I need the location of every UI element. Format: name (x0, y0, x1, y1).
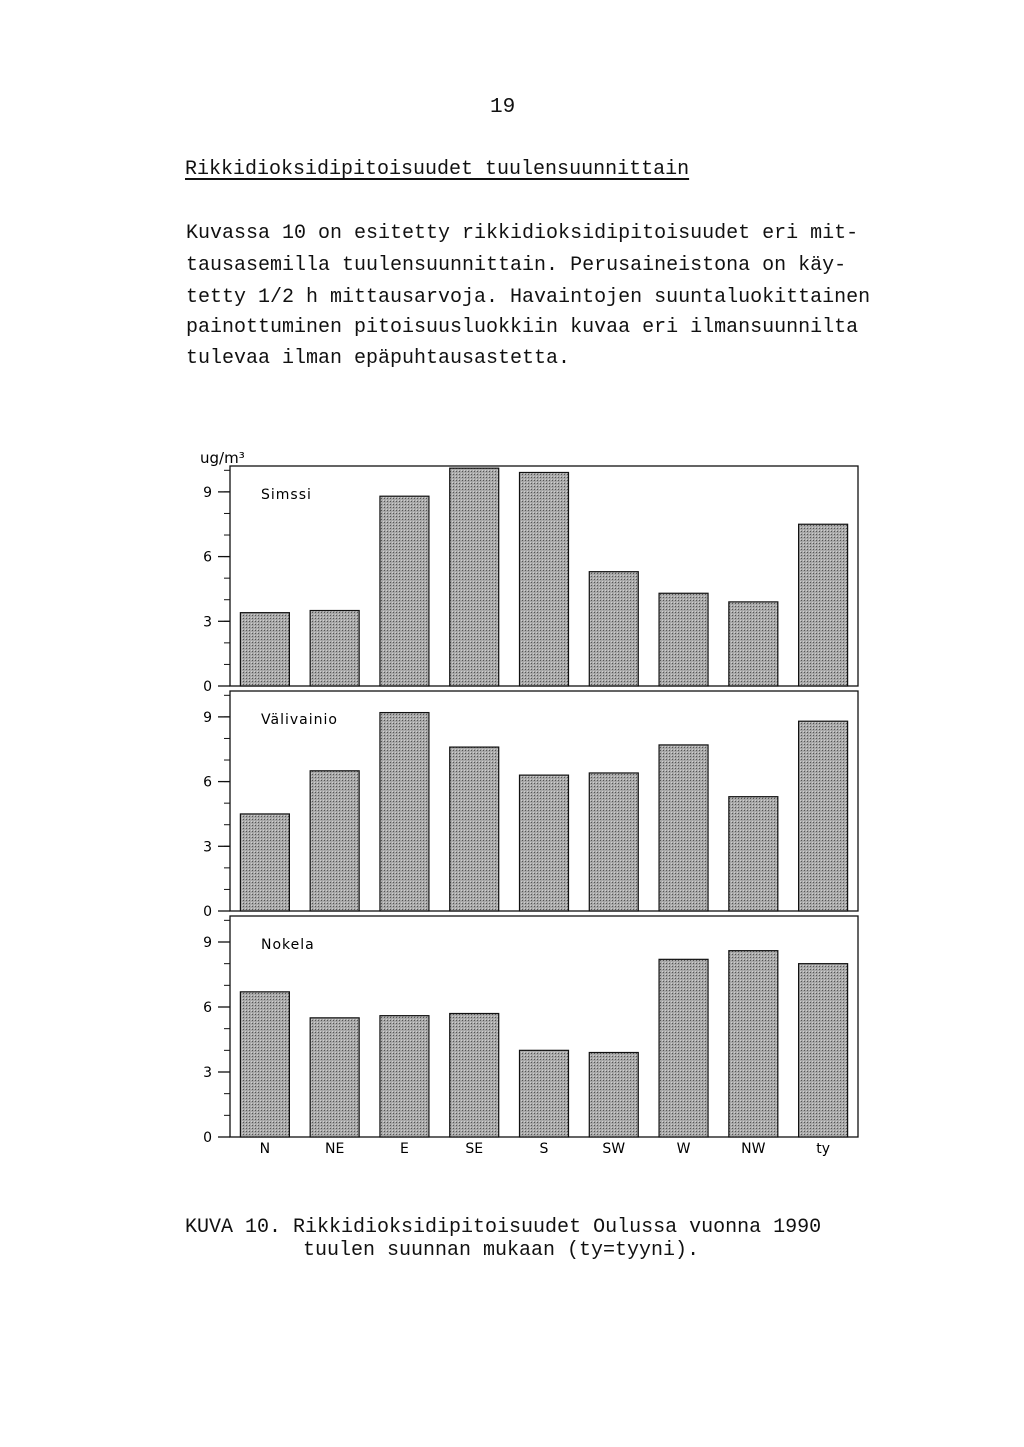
x-tick-label: W (676, 1141, 691, 1157)
y-tick-label: 3 (203, 614, 212, 631)
y-tick-label: 9 (203, 935, 212, 951)
bar-vlivainio-s (520, 775, 569, 911)
x-tick-label: ty (816, 1141, 831, 1157)
bar-simssi-sw (589, 572, 638, 686)
y-tick-label: 9 (203, 709, 212, 726)
x-tick-label: N (259, 1141, 271, 1157)
bar-vlivainio-e (380, 713, 429, 911)
bar-simssi-n (240, 613, 289, 686)
y-tick-label: 3 (203, 1065, 212, 1081)
x-tick-label: NW (741, 1141, 766, 1157)
station-label: Välivainio (261, 712, 338, 728)
bar-vlivainio-se (450, 747, 499, 911)
bar-nokela-se (450, 1014, 499, 1138)
x-tick-label: S (539, 1141, 549, 1157)
bar-vlivainio-ty (799, 721, 848, 911)
bar-nokela-sw (589, 1053, 638, 1138)
section-heading: Rikkidioksidipitoisuudet tuulensuunnittain (185, 158, 690, 181)
y-tick-label: 9 (203, 484, 212, 501)
y-tick-label: 0 (203, 679, 212, 695)
y-axis-unit-label: ug/m³ (200, 449, 245, 467)
bar-nokela-ty (799, 964, 848, 1137)
station-label: Simssi (261, 487, 312, 503)
figure-caption-line-2: tuulen suunnan mukaan (ty=tyyni). (303, 1239, 700, 1262)
bar-simssi-s (520, 472, 569, 686)
paragraph-line-4: painottuminen pitoisuusluokkiin kuvaa eri ilmansuunnilta (186, 316, 859, 339)
bar-vlivainio-nw (729, 797, 778, 911)
bar-simssi-w (659, 593, 708, 686)
bar-nokela-n (240, 992, 289, 1137)
bar-vlivainio-ne (310, 771, 359, 911)
bar-vlivainio-n (240, 814, 289, 911)
bar-nokela-w (659, 959, 708, 1137)
bar-vlivainio-w (659, 745, 708, 911)
y-tick-label: 0 (203, 1130, 212, 1146)
y-tick-label: 6 (203, 774, 212, 791)
bar-simssi-e (380, 496, 429, 686)
x-tick-label: SW (602, 1141, 626, 1157)
x-tick-label: NE (325, 1141, 345, 1157)
y-tick-label: 6 (203, 549, 212, 566)
bar-simssi-ne (310, 611, 359, 686)
bar-simssi-ty (799, 524, 848, 686)
y-tick-label: 0 (203, 904, 212, 920)
paragraph-line-2: tausasemilla tuulensuunnittain. Perusaineistona on käy- (186, 254, 847, 277)
page-number: 19 (490, 96, 516, 119)
x-tick-label: E (400, 1141, 409, 1157)
bar-nokela-s (520, 1050, 569, 1137)
y-tick-label: 6 (203, 1000, 212, 1016)
bar-vlivainio-sw (589, 773, 638, 911)
bar-simssi-se (450, 468, 499, 686)
bar-nokela-nw (729, 951, 778, 1137)
figure-caption-line-1: KUVA 10. Rikkidioksidipitoisuudet Oulussa vuonna 1990 (185, 1216, 822, 1239)
x-tick-label: SE (465, 1141, 484, 1157)
bar-nokela-ne (310, 1018, 359, 1137)
bar-nokela-e (380, 1016, 429, 1137)
station-label: Nokela (261, 937, 315, 953)
paragraph-line-1: Kuvassa 10 on esitetty rikkidioksidipitoisuudet eri mit- (186, 222, 859, 245)
paragraph-line-5: tulevaa ilman epäpuhtausastetta. (186, 347, 571, 370)
y-tick-label: 3 (203, 839, 212, 856)
paragraph-line-3: tetty 1/2 h mittausarvoja. Havaintojen suuntaluokittainen (186, 286, 871, 309)
bar-simssi-nw (729, 602, 778, 686)
